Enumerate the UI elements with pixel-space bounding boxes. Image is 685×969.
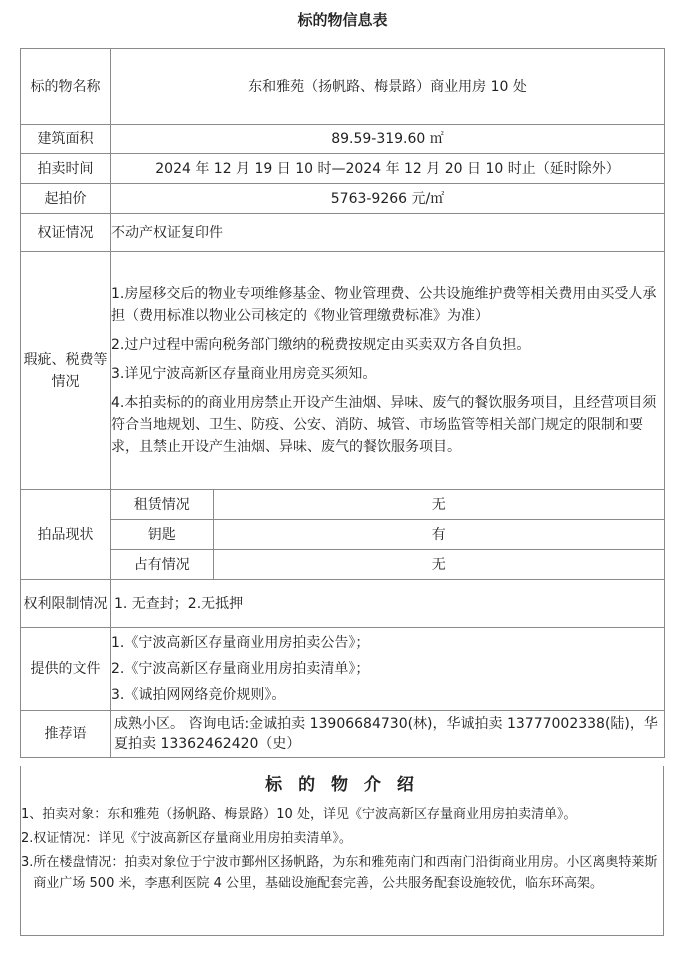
- occupancy-label: 占有情况: [111, 550, 213, 580]
- defects-item: 3.详见宁波高新区存量商业用房竞买须知。: [111, 366, 377, 382]
- defects-list: [111, 252, 665, 490]
- price-label: 起拍价: [21, 184, 111, 214]
- intro-item-text: 拍卖对象：东和雅苑（扬帆路、梅景路）10 处，详见《宁波高新区存量商业用房拍卖清单》。: [42, 807, 577, 822]
- intro-item-text: 权证情况：详见《宁波高新区存量商业用房拍卖清单》。: [33, 831, 352, 846]
- defects-label: 瑕疵、税费等情况: [21, 252, 111, 490]
- document-item: 1.《宁波高新区存量商业用房拍卖公告》；: [111, 635, 370, 651]
- defects-item: 2.过户过程中需向税务部门缴纳的税费按规定由买卖双方各自负担。: [111, 337, 531, 353]
- intro-item-text: 所在楼盘情况：拍卖对象位于宁波市鄞州区扬帆路，为东和雅苑南门和西南门沿街商业用房。小区离奥特莱斯商业广场 500 米，李惠利医院 4 公里，基础设施配套完善，公共服务配套设施较优，临东环高架。: [33, 855, 658, 891]
- status-row-lease: [111, 490, 664, 520]
- documents-list: [111, 628, 665, 711]
- row-recommend: [21, 711, 665, 758]
- rights-label: 权证情况: [21, 214, 111, 252]
- status-row-occupancy: [111, 550, 664, 580]
- rights-value: 不动产权证复印件: [111, 214, 665, 252]
- intro-item: [21, 852, 663, 894]
- intro-item-number: 2.: [21, 831, 34, 846]
- row-status: [21, 490, 665, 580]
- price-value: 5763-9266 元/㎡: [111, 184, 665, 214]
- row-documents: [21, 628, 665, 711]
- key-value: 有: [213, 520, 664, 550]
- area-value: 89.59-319.60 ㎡: [111, 125, 665, 154]
- intro-item: [21, 804, 663, 825]
- lease-value: 无: [213, 490, 664, 520]
- intro-section: [20, 766, 664, 936]
- row-price: [21, 184, 665, 214]
- page-title: 标的物信息表: [297, 11, 388, 29]
- documents-label: 提供的文件: [21, 628, 111, 711]
- document-item: 2.《宁波高新区存量商业用房拍卖清单》；: [111, 661, 370, 677]
- row-name: [21, 49, 665, 125]
- restrictions-label: 权利限制情况: [21, 580, 111, 628]
- intro-item-number: 3.: [21, 855, 34, 870]
- intro-heading: 标 的 物 介 绍: [265, 775, 419, 795]
- defects-item: 4.本拍卖标的的商业用房禁止开设产生油烟、异味、废气的餐饮服务项目，且经营项目须符合当地规划、卫生、防疫、公安、消防、城管、市场监管等相关部门规定的限制和要求，且禁止开设产生油烟、异味、废气的餐饮服务项目。: [111, 395, 657, 455]
- area-label: 建筑面积: [21, 125, 111, 154]
- name-label: 标的物名称: [21, 49, 111, 125]
- info-table: [20, 48, 665, 758]
- name-value: 东和雅苑（扬帆路、梅景路）商业用房 10 处: [111, 49, 665, 125]
- time-value: 2024 年 12 月 19 日 10 时—2024 年 12 月 20 日 10 时止（延时除外）: [111, 154, 665, 184]
- occupancy-value: 无: [431, 556, 446, 573]
- key-label: 钥匙: [111, 520, 213, 550]
- document-item: 3.《诚拍网网络竞价规则》。: [111, 687, 286, 703]
- defects-item: 1.房屋移交后的物业专项维修基金、物业管理费、公共设施维护费等相关费用由买受人承担（费用标准以物业公司核定的《物业管理缴费标准》为准）: [111, 286, 657, 324]
- row-defects: [21, 252, 665, 490]
- intro-item-number: 1、: [21, 807, 43, 822]
- status-label: 拍品现状: [21, 490, 111, 580]
- row-restrictions: [21, 580, 665, 628]
- lease-label: 租赁情况: [111, 490, 213, 520]
- status-cell: [111, 490, 665, 580]
- status-row-key: [111, 520, 664, 550]
- restrictions-value: 1. 无查封；2.无抵押: [111, 580, 665, 628]
- intro-item: [21, 828, 663, 849]
- row-time: [21, 154, 665, 184]
- time-label: 拍卖时间: [21, 154, 111, 184]
- status-subtable: [111, 490, 664, 579]
- recommend-label: 推荐语: [21, 711, 111, 758]
- recommend-value: 成熟小区。 咨询电话:金诚拍卖 13906684730(林)，华诚拍卖 13777002338(陆)，华夏拍卖 13362462420（史）: [111, 711, 665, 758]
- row-rights: [21, 214, 665, 252]
- row-area: [21, 125, 665, 154]
